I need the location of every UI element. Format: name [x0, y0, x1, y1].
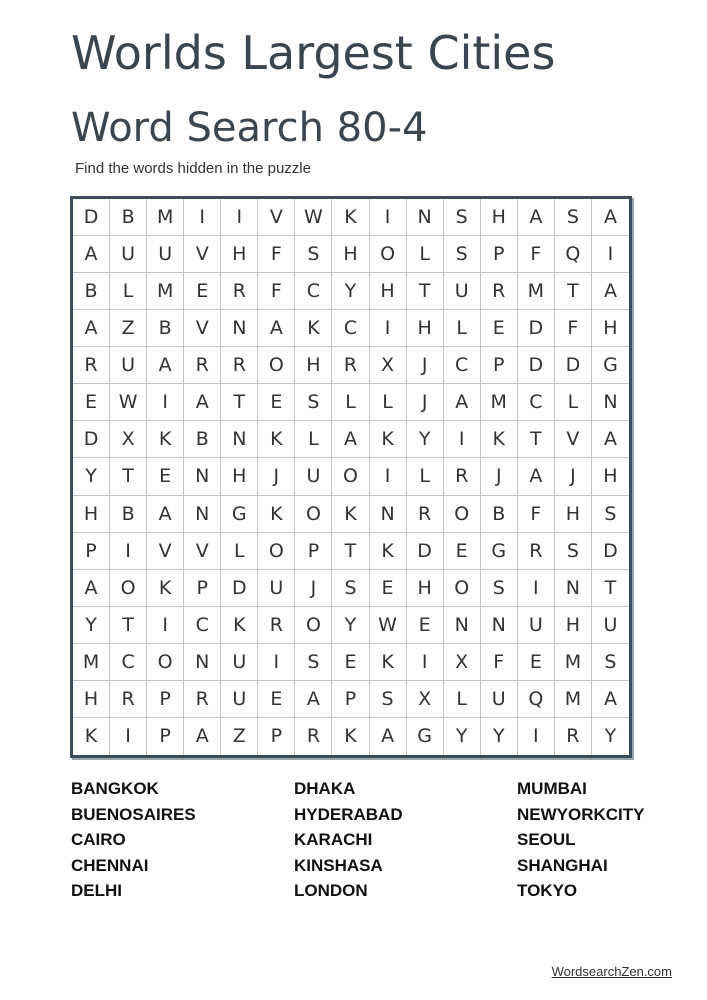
grid-cell: I	[110, 533, 147, 570]
grid-cell: N	[555, 570, 592, 607]
word-column-2	[294, 776, 494, 904]
grid-cell: E	[518, 644, 555, 681]
word-list-item: CHENNAI	[71, 855, 149, 875]
grid-cell: H	[221, 236, 258, 273]
grid-cell: P	[184, 570, 221, 607]
grid-cell: C	[184, 607, 221, 644]
grid-cell: R	[444, 458, 481, 495]
grid-cell: O	[110, 570, 147, 607]
grid-cell: N	[184, 496, 221, 533]
grid-cell: R	[518, 533, 555, 570]
grid-cell: E	[184, 273, 221, 310]
word-list-item: BUENOSAIRES	[71, 804, 196, 824]
grid-cell: T	[555, 273, 592, 310]
grid-cell: K	[370, 421, 407, 458]
grid-cell: R	[73, 347, 110, 384]
grid-cell: R	[407, 496, 444, 533]
word-list-item: KINSHASA	[294, 855, 383, 875]
footer-link[interactable]: WordsearchZen.com	[551, 964, 672, 979]
grid-cell: F	[518, 236, 555, 273]
grid-cell: O	[258, 347, 295, 384]
grid-cell: R	[110, 681, 147, 718]
grid-cell: O	[444, 570, 481, 607]
grid-cell: I	[370, 310, 407, 347]
grid-cell: H	[73, 496, 110, 533]
grid-cell: P	[147, 681, 184, 718]
grid-cell: C	[444, 347, 481, 384]
grid-cell: A	[147, 496, 184, 533]
grid-cell: T	[221, 384, 258, 421]
grid-cell: A	[592, 421, 629, 458]
grid-cell: I	[258, 644, 295, 681]
grid-cell: J	[295, 570, 332, 607]
grid-cell: F	[518, 496, 555, 533]
grid-cell: B	[110, 199, 147, 236]
grid-cell: A	[73, 570, 110, 607]
grid-cell: O	[295, 496, 332, 533]
grid-cell: E	[370, 570, 407, 607]
grid-cell: N	[184, 644, 221, 681]
grid-cell: V	[147, 533, 184, 570]
grid-cell: E	[73, 384, 110, 421]
grid-cell: G	[221, 496, 258, 533]
grid-cell: Y	[73, 607, 110, 644]
grid-cell: A	[518, 199, 555, 236]
grid-cell: P	[295, 533, 332, 570]
grid-cell: M	[73, 644, 110, 681]
grid-cell: H	[332, 236, 369, 273]
grid-cell: N	[592, 384, 629, 421]
word-list-item: NEWYORKCITY	[517, 804, 645, 824]
grid-cell: H	[592, 310, 629, 347]
grid-cell: K	[481, 421, 518, 458]
grid-cell: I	[518, 718, 555, 755]
grid-cell: L	[295, 421, 332, 458]
grid-cell: Y	[444, 718, 481, 755]
grid-cell: R	[332, 347, 369, 384]
grid-cell: E	[258, 384, 295, 421]
grid-cell: T	[332, 533, 369, 570]
grid-cell: P	[481, 347, 518, 384]
grid-cell: A	[73, 310, 110, 347]
grid-cell: V	[555, 421, 592, 458]
word-list-item: BANGKOK	[71, 779, 159, 798]
grid-cell: K	[370, 533, 407, 570]
grid-cell: C	[518, 384, 555, 421]
grid-cell: L	[370, 384, 407, 421]
grid-cell: O	[258, 533, 295, 570]
grid-cell: I	[221, 199, 258, 236]
grid-cell: V	[184, 236, 221, 273]
grid-cell: L	[555, 384, 592, 421]
grid-cell: A	[184, 718, 221, 755]
grid-cell: T	[110, 458, 147, 495]
grid-cell: S	[295, 236, 332, 273]
grid-cell: E	[147, 458, 184, 495]
grid-cell: A	[444, 384, 481, 421]
grid-cell: G	[407, 718, 444, 755]
grid-cell: K	[258, 421, 295, 458]
grid-cell: X	[444, 644, 481, 681]
grid-cell: Y	[481, 718, 518, 755]
word-list-item: KARACHI	[294, 830, 373, 849]
grid-cell: A	[184, 384, 221, 421]
grid-cell: Q	[555, 236, 592, 273]
grid-cell: I	[110, 718, 147, 755]
grid-cell: E	[444, 533, 481, 570]
word-list-item: MUMBAI	[517, 779, 587, 798]
grid-cell: S	[444, 199, 481, 236]
grid-cell: S	[332, 570, 369, 607]
grid-cell: Y	[332, 607, 369, 644]
word-list-item: HYDERABAD	[294, 804, 403, 824]
grid-cell: W	[370, 607, 407, 644]
grid-cell: E	[407, 607, 444, 644]
grid-cell: K	[332, 718, 369, 755]
grid-cell: T	[110, 607, 147, 644]
grid-cell: L	[444, 681, 481, 718]
word-list	[71, 776, 671, 906]
grid-cell: I	[147, 607, 184, 644]
grid-cell: L	[221, 533, 258, 570]
grid-cell: A	[518, 458, 555, 495]
grid-cell: O	[147, 644, 184, 681]
grid-cell: Z	[110, 310, 147, 347]
grid-cell: P	[481, 236, 518, 273]
grid-cell: H	[407, 570, 444, 607]
grid-cell: S	[370, 681, 407, 718]
word-list-item: DHAKA	[294, 779, 356, 798]
grid-cell: A	[147, 347, 184, 384]
grid-cell: U	[110, 236, 147, 273]
grid-cell: F	[481, 644, 518, 681]
grid-cell: Y	[73, 458, 110, 495]
grid-cell: W	[110, 384, 147, 421]
grid-cell: S	[592, 496, 629, 533]
grid-cell: M	[518, 273, 555, 310]
grid-cell: Y	[407, 421, 444, 458]
grid-cell: D	[592, 533, 629, 570]
grid-cell: L	[407, 458, 444, 495]
grid-cell: K	[258, 496, 295, 533]
puzzle-grid	[73, 199, 629, 755]
grid-cell: O	[444, 496, 481, 533]
grid-cell: S	[295, 384, 332, 421]
title-line-1: Worlds Largest Cities	[71, 26, 556, 80]
grid-cell: N	[184, 458, 221, 495]
grid-cell: H	[221, 458, 258, 495]
grid-cell: X	[110, 421, 147, 458]
grid-cell: R	[481, 273, 518, 310]
grid-cell: A	[258, 310, 295, 347]
grid-cell: H	[295, 347, 332, 384]
grid-cell: M	[147, 199, 184, 236]
grid-cell: H	[555, 607, 592, 644]
grid-cell: B	[110, 496, 147, 533]
grid-cell: D	[73, 421, 110, 458]
grid-cell: M	[481, 384, 518, 421]
grid-cell: L	[110, 273, 147, 310]
grid-cell: L	[407, 236, 444, 273]
grid-cell: A	[370, 718, 407, 755]
grid-cell: P	[332, 681, 369, 718]
grid-cell: A	[73, 236, 110, 273]
grid-cell: R	[184, 681, 221, 718]
grid-cell: H	[407, 310, 444, 347]
grid-cell: B	[147, 310, 184, 347]
grid-cell: S	[444, 236, 481, 273]
title-line-2: Word Search 80-4	[71, 105, 428, 151]
grid-cell: D	[73, 199, 110, 236]
grid-cell: P	[73, 533, 110, 570]
grid-cell: A	[592, 681, 629, 718]
word-list-item: DELHI	[71, 881, 122, 900]
grid-cell: U	[147, 236, 184, 273]
grid-cell: F	[555, 310, 592, 347]
grid-cell: I	[407, 644, 444, 681]
grid-cell: I	[370, 458, 407, 495]
puzzle-grid-frame	[70, 196, 632, 758]
grid-cell: J	[481, 458, 518, 495]
grid-cell: B	[184, 421, 221, 458]
grid-cell: B	[481, 496, 518, 533]
grid-cell: D	[518, 347, 555, 384]
grid-cell: D	[221, 570, 258, 607]
grid-cell: K	[147, 421, 184, 458]
grid-cell: A	[295, 681, 332, 718]
grid-cell: Q	[518, 681, 555, 718]
grid-cell: C	[110, 644, 147, 681]
grid-cell: W	[295, 199, 332, 236]
grid-cell: A	[592, 273, 629, 310]
grid-cell: H	[481, 199, 518, 236]
grid-cell: K	[295, 310, 332, 347]
grid-cell: R	[555, 718, 592, 755]
grid-cell: S	[295, 644, 332, 681]
grid-cell: Y	[332, 273, 369, 310]
grid-cell: J	[407, 384, 444, 421]
grid-cell: L	[332, 384, 369, 421]
grid-cell: X	[407, 681, 444, 718]
grid-cell: R	[221, 347, 258, 384]
grid-cell: E	[332, 644, 369, 681]
grid-cell: J	[407, 347, 444, 384]
grid-cell: V	[258, 199, 295, 236]
grid-cell: L	[444, 310, 481, 347]
grid-cell: N	[221, 310, 258, 347]
grid-cell: V	[184, 310, 221, 347]
grid-cell: N	[370, 496, 407, 533]
word-column-3	[517, 776, 707, 904]
grid-cell: U	[221, 681, 258, 718]
word-list-item: LONDON	[294, 881, 368, 900]
grid-cell: S	[555, 199, 592, 236]
grid-cell: M	[147, 273, 184, 310]
grid-cell: N	[481, 607, 518, 644]
grid-cell: M	[555, 644, 592, 681]
grid-cell: J	[555, 458, 592, 495]
grid-cell: V	[184, 533, 221, 570]
grid-cell: D	[555, 347, 592, 384]
grid-cell: K	[147, 570, 184, 607]
grid-cell: N	[407, 199, 444, 236]
grid-cell: D	[407, 533, 444, 570]
word-list-item: CAIRO	[71, 830, 126, 849]
grid-cell: I	[518, 570, 555, 607]
grid-cell: U	[258, 570, 295, 607]
grid-cell: E	[258, 681, 295, 718]
grid-cell: A	[332, 421, 369, 458]
grid-cell: K	[332, 496, 369, 533]
grid-cell: S	[555, 533, 592, 570]
grid-cell: K	[73, 718, 110, 755]
grid-cell: T	[407, 273, 444, 310]
grid-cell: P	[258, 718, 295, 755]
grid-cell: F	[258, 273, 295, 310]
grid-cell: T	[518, 421, 555, 458]
grid-cell: O	[295, 607, 332, 644]
grid-cell: G	[592, 347, 629, 384]
grid-cell: I	[147, 384, 184, 421]
grid-cell: H	[592, 458, 629, 495]
word-list-item: SHANGHAI	[517, 855, 608, 875]
grid-cell: R	[184, 347, 221, 384]
grid-cell: K	[221, 607, 258, 644]
grid-cell: P	[147, 718, 184, 755]
grid-cell: O	[370, 236, 407, 273]
grid-cell: C	[332, 310, 369, 347]
grid-cell: C	[295, 273, 332, 310]
grid-cell: D	[518, 310, 555, 347]
grid-cell: N	[444, 607, 481, 644]
grid-cell: X	[370, 347, 407, 384]
grid-cell: O	[332, 458, 369, 495]
grid-cell: U	[518, 607, 555, 644]
grid-cell: H	[555, 496, 592, 533]
grid-cell: R	[295, 718, 332, 755]
grid-cell: F	[258, 236, 295, 273]
subtitle: Find the words hidden in the puzzle	[75, 160, 311, 177]
word-list-item: SEOUL	[517, 830, 576, 849]
grid-cell: E	[481, 310, 518, 347]
grid-cell: Y	[604, 725, 617, 748]
grid-cell: I	[444, 421, 481, 458]
word-column-1	[71, 776, 271, 904]
grid-cell: I	[370, 199, 407, 236]
grid-cell: I	[592, 236, 629, 273]
grid-cell: Z	[221, 718, 258, 755]
grid-cell: H	[370, 273, 407, 310]
grid-cell: G	[481, 533, 518, 570]
grid-cell: U	[110, 347, 147, 384]
grid-cell: U	[592, 607, 629, 644]
grid-cell: K	[332, 199, 369, 236]
grid-cell: S	[592, 644, 629, 681]
grid-cell: A	[592, 199, 629, 236]
grid-cell: U	[295, 458, 332, 495]
grid-cell: J	[258, 458, 295, 495]
grid-cell: R	[221, 273, 258, 310]
grid-cell: S	[481, 570, 518, 607]
grid-cell: B	[73, 273, 110, 310]
grid-cell: U	[481, 681, 518, 718]
grid-cell: K	[370, 644, 407, 681]
grid-cell: I	[184, 199, 221, 236]
grid-cell: U	[221, 644, 258, 681]
grid-cell: R	[258, 607, 295, 644]
word-list-item: TOKYO	[517, 881, 578, 900]
grid-cell: H	[73, 681, 110, 718]
grid-cell: N	[221, 421, 258, 458]
grid-cell: T	[592, 570, 629, 607]
grid-cell: M	[555, 681, 592, 718]
grid-cell: U	[444, 273, 481, 310]
